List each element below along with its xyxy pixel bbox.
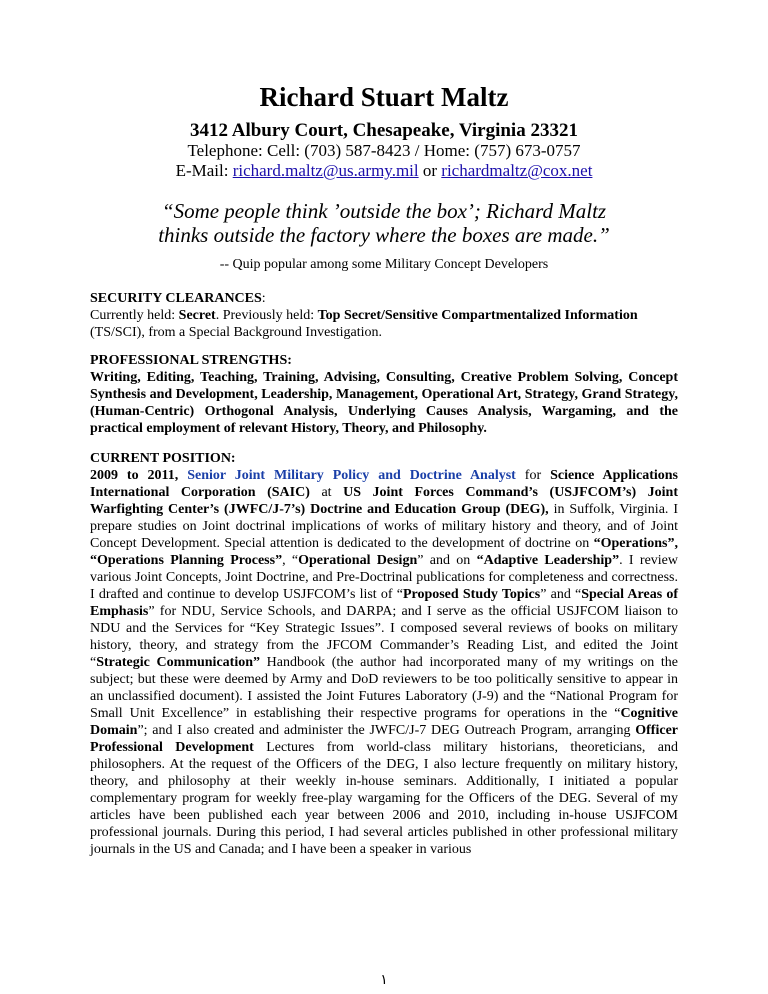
body-text: ” and on bbox=[417, 553, 477, 568]
body-text: ” and “ bbox=[540, 587, 582, 602]
quote-block bbox=[0, 199, 768, 247]
quote-line-2: thinks outside the factory where the boxes are made.” bbox=[158, 223, 610, 247]
body-text: Lectures from world-class military historians, theoreticians, and philosophers. At the request of the Officers of the DEG, I also lecture frequently on military history, theory, and philosophy at their weekly in-house seminars. Additionally, I initiated a popular complementary program for weekly free-play wargaming for the Officers of the DEG. Several of my articles have been published each year between 2006 and 2010, including in-house USJFCOM professional journals. During this period, I had several articles published in other professional military journals in the US and Canada; and I have been a speaker in various bbox=[90, 740, 679, 857]
security-heading: SECURITY CLEARANCES bbox=[90, 291, 262, 306]
email-link-cox[interactable]: richardmaltz@cox.net bbox=[441, 161, 593, 180]
email-line bbox=[0, 161, 768, 181]
email-label: E-Mail: bbox=[175, 161, 233, 180]
body-text: ”; and I also created and administer the JWFC/J-7 DEG Outreach Program, arranging bbox=[137, 723, 636, 738]
position-dates: 2009 to 2011, bbox=[90, 468, 188, 483]
body-text: , “ bbox=[282, 553, 299, 568]
body-text: ” for NDU, Service Schools, and DARPA; and I serve as the official USJFCOM liaison to NDU and the Services for “Key Strategic Issues”. I composed several reviews of books on military history, theory, and strategy from the JFCOM Commander’s Reading List, and edited the Joint “ bbox=[90, 604, 678, 670]
current-position-section bbox=[90, 450, 678, 858]
position-title: Senior Joint Military Policy and Doctrine Analyst bbox=[187, 468, 516, 483]
security-text: . Previously held: bbox=[215, 308, 318, 323]
command-name: US Joint Forces Command’s (USJFCOM’s) Joint Warfighting Center’s (JWFC/J-7’s) Doctrine and Education Group (DEG), bbox=[90, 485, 679, 517]
postal-address: 3412 Albury Court, Chesapeake, Virginia 23321 bbox=[190, 120, 578, 141]
doctrine-topic-leadership: “Adaptive Leadership” bbox=[476, 553, 620, 568]
body-text: for bbox=[515, 468, 551, 483]
security-heading-colon: : bbox=[261, 291, 266, 306]
handbook-title: Strategic Communication” bbox=[96, 655, 260, 670]
doctrine-topic-design: Operational Design bbox=[298, 553, 418, 568]
email-or: or bbox=[418, 161, 442, 180]
emphasis-areas-title: Special Areas of Emphasis bbox=[90, 587, 679, 619]
telephone-line: Telephone: Cell: (703) 587-8423 / Home: (757) 673-0757 bbox=[187, 141, 581, 160]
body-text: at bbox=[309, 485, 344, 500]
current-body bbox=[90, 467, 678, 858]
doctrine-topics: “Operations”, “Operations Planning Process” bbox=[90, 536, 678, 568]
opd-title: Officer Professional Development bbox=[90, 723, 678, 755]
body-text: . I review various Joint Concepts, Joint Doctrine, and Pre-Doctrinal publications for completeness and correctness. I drafted and continue to develop USJFCOM’s list of “ bbox=[90, 553, 678, 602]
email-link-army[interactable]: richard.maltz@us.army.mil bbox=[232, 161, 419, 180]
quote-attribution: -- Quip popular among some Military Concept Developers bbox=[219, 257, 549, 272]
professional-strengths-section bbox=[90, 352, 678, 437]
security-heading-line bbox=[90, 290, 678, 307]
body-text: in Suffolk, Virginia. I prepare studies on Joint doctrinal implications of works of military history and theory, and of Joint Concept Development. Special attention is dedicated to the development of doctrine on bbox=[90, 502, 679, 551]
security-body bbox=[90, 307, 678, 341]
candidate-name: Richard Stuart Maltz bbox=[259, 82, 509, 112]
security-clearances-section bbox=[90, 290, 678, 341]
cognitive-domain: Cognitive Domain bbox=[90, 706, 678, 738]
strengths-heading: PROFESSIONAL STRENGTHS: bbox=[90, 353, 292, 368]
security-text: Currently held: bbox=[90, 308, 179, 323]
page-number: ١ bbox=[380, 973, 388, 988]
quote-line-1: “Some people think ’outside the box’; Richard Maltz bbox=[161, 199, 607, 223]
security-current-clearance: Secret bbox=[178, 308, 216, 323]
study-topics-title: Proposed Study Topics bbox=[402, 587, 541, 602]
security-text: (TS/SCI), from a Special Background Investigation. bbox=[90, 325, 382, 340]
strengths-body: Writing, Editing, Teaching, Training, Advising, Consulting, Creative Problem Solving, Concept Synthesis and Development, Leadership, Management, Operational Art, Strategy, Grand Strategy, (Human-Centric) Orthogonal Analysis, Underlying Causes Analysis, Wargaming, and the practical employment of relevant History, Theory, and Philosophy. bbox=[90, 370, 678, 436]
security-previous-clearance: Top Secret/Sensitive Compartmentalized Information bbox=[317, 308, 638, 323]
employer-name: Science Applications International Corporation (SAIC) bbox=[90, 468, 679, 500]
body-text: Handbook (the author had incorporated many of my writings on the subject; but these were deemed by Army and DoD reviewers to be too politically sensitive to appear in an unclassified document). I assisted the Joint Futures Laboratory (J-9) and the “National Program for Small Unit Excellence” in establishing their respective programs for operations in the “ bbox=[90, 655, 678, 721]
current-heading: CURRENT POSITION: bbox=[90, 451, 236, 466]
